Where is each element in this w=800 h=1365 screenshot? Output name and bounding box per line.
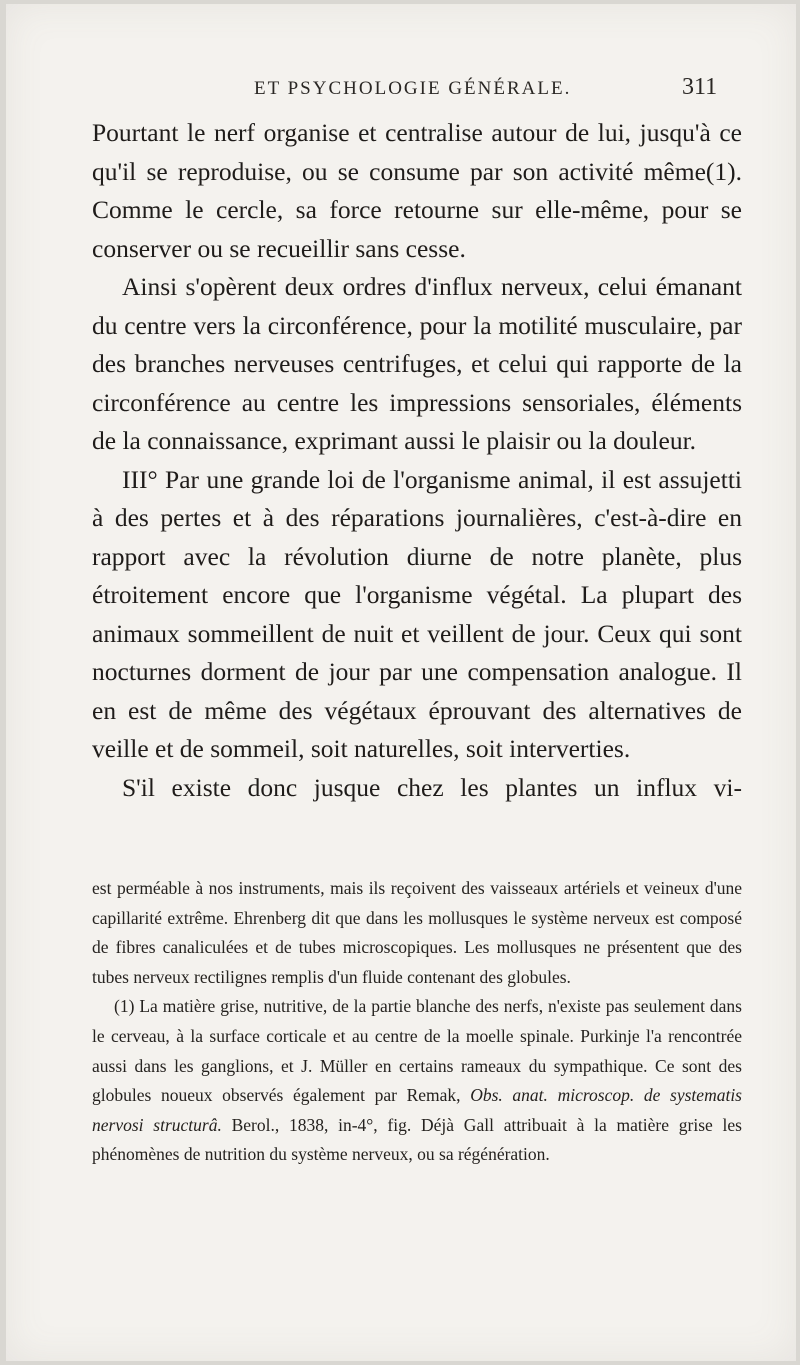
footnote-1-text-end: Berol., 1838, in-4°, fig. Déjà Gall attribuait à la matière grise les phénomènes de nutrition du système nerveux, ou sa régénération.: [92, 1114, 742, 1165]
paragraph: III° Par une grande loi de l'organisme animal, il est assujetti à des pertes et à des réparations journalières, c'est-à-dire en rapport avec la révolution diurne de notre planète, plus étroitement encore que l'organisme végétal. La plupart des animaux sommeillent de nuit et veillent de jour. Ceux qui sont nocturnes dorment de jour par une compensation analogue. Il en est de même des végétaux éprouvant des alternatives de veille et de sommeil, soit naturelles, soit interverties.: [92, 464, 742, 763]
paragraph: S'il existe donc jusque chez les plantes un influx vi-: [122, 772, 742, 802]
paragraph: Pourtant le nerf organise et centralise autour de lui, jusqu'à ce qu'il se reproduise, ou se consume par son activité même(1). Comme le cercle, sa force retourne sur elle-même, pour se conserver ou se recueillir sans cesse.: [92, 118, 742, 263]
page-number: 311: [682, 74, 718, 100]
footnote-1: [92, 992, 742, 1170]
book-page: [6, 4, 796, 1361]
running-title: ET PSYCHOLOGIE GÉNÉRALE.: [254, 78, 572, 99]
footnotes: [92, 874, 742, 1170]
paragraph: Ainsi s'opèrent deux ordres d'influx nerveux, celui émanant du centre vers la circonférence, pour la motilité musculaire, par des branches nerveuses centrifuges, et celui qui rapporte de la circonférence au centre les impressions sensoriales, éléments de la connaissance, exprimant aussi le plaisir ou la douleur.: [92, 272, 742, 455]
footnote-1-text: (1) La matière grise, nutritive, de la partie blanche des nerfs, n'existe pas seulement dans le cerveau, à la surface corticale et au centre de la moelle spinale. Purkinje l'a rencontrée aussi dans les ganglions, et J. Müller en certains rameaux du sympathique. Ce sont des globules noueux observés également par Remak,: [92, 996, 742, 1106]
page-header: [6, 74, 796, 108]
main-text: [92, 114, 742, 807]
footnote-1-citation: Obs. anat. microscop. de systematis nervosi structurâ.: [92, 1085, 742, 1135]
footnote-continued: est perméable à nos instruments, mais ils reçoivent des vaisseaux artériels et veineux d'une capillarité extrême. Ehrenberg dit que dans les mollusques le système nerveux est composé de fibres canaliculées et de tubes microscopiques. Les mollusques ne présentent que des tubes nerveux rectilignes remplis d'un fluide contenant des globules.: [92, 878, 742, 987]
